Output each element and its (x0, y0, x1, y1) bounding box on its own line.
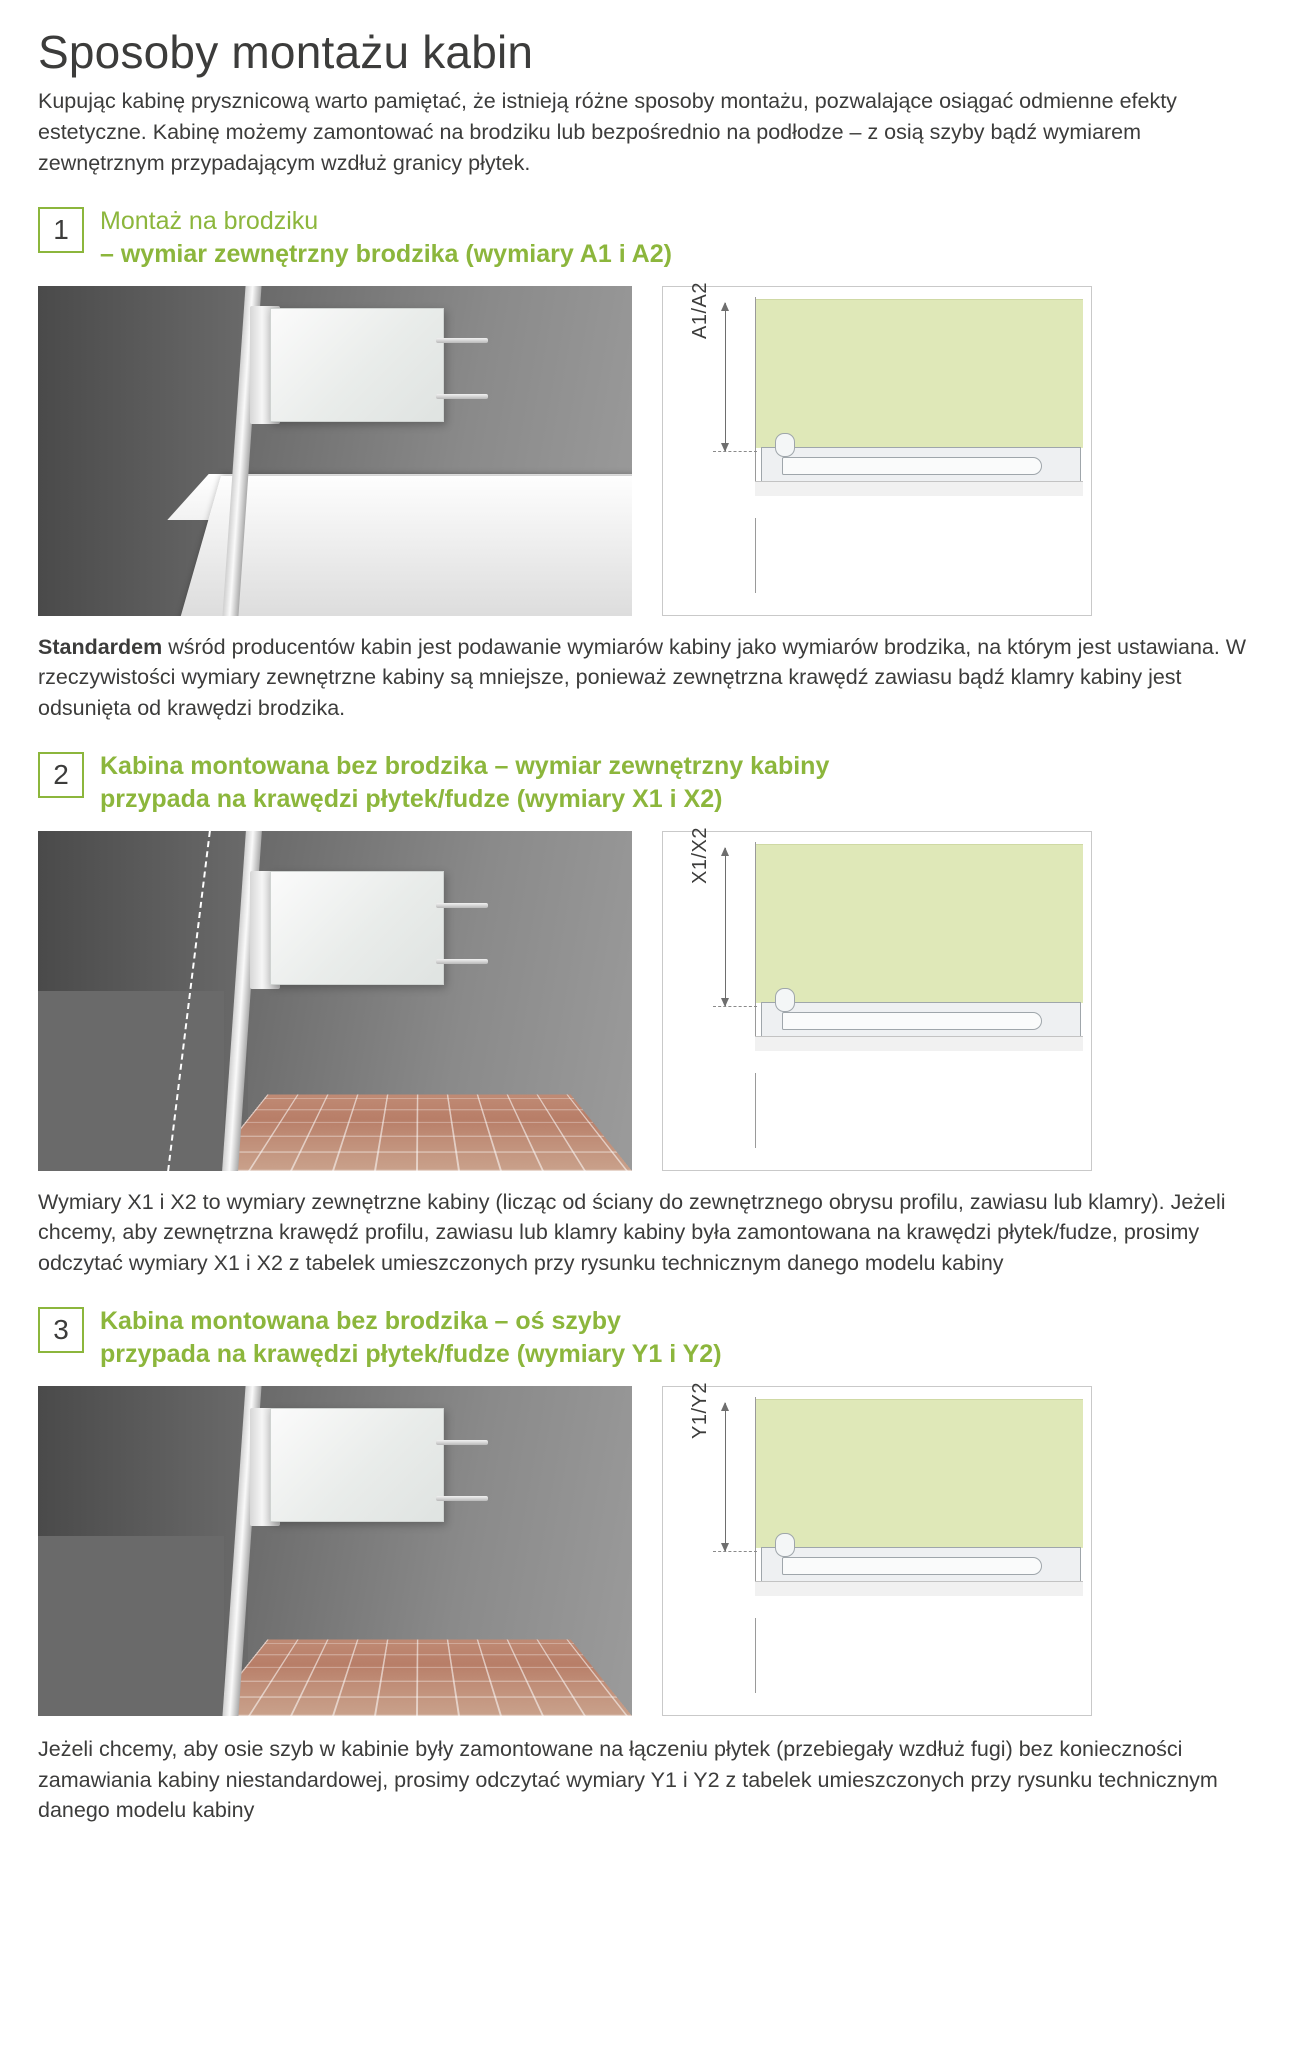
drawing-glass-section (775, 433, 795, 457)
drawing-dimension-arrow (725, 303, 726, 451)
section-2-heading-line1: Kabina montowana bez brodzika – wymiar zewnętrzny kabiny (100, 751, 830, 780)
shower-glass-panel (270, 1408, 444, 1522)
section-2 (38, 750, 1262, 1279)
shower-glass-panel (270, 871, 444, 985)
drawing-base-area (755, 1051, 1083, 1073)
drawing-extension-line (713, 1551, 757, 1552)
shower-support-arm-top (436, 903, 488, 908)
drawing-wall-hatch (671, 1397, 756, 1693)
drawing-wall-line (755, 1397, 756, 1693)
section-1-number: 1 (38, 207, 84, 253)
drawing-profile-inner (782, 1557, 1042, 1575)
section-3-caption (38, 1734, 1262, 1826)
intro-paragraph: Kupując kabinę prysznicową warto pamiętać, że istnieją różne sposoby montażu, pozwalające osiągać odmienne efekty estetyczne. Kabinę możemy zamontować na brodziku lub bezpośrednio na podłodze – z osią szyby bądź wymiarem zewnętrznym przypadającym wzdłuż granicy płytek. (38, 89, 1177, 175)
section-3-technical-drawing (662, 1381, 1092, 1716)
section-2-caption (38, 1187, 1262, 1279)
drawing-wall-hatch (671, 297, 756, 593)
section-3-heading-line2: przypada na krawędzi płytek/fudze (wymiary Y1 i Y2) (100, 1340, 722, 1369)
section-3-caption-text: Jeżeli chcemy, aby osie szyb w kabinie były zamontowane na łączeniu płytek (przebiegały wzdłuż fugi) bez konieczności zamawiania kabiny niestandardowej, prosimy odczytać wymiary Y1 i Y2 z tabelek umieszczonych przy rysunku technicznym danego modelu kabiny (38, 1736, 1218, 1823)
section-1-technical-drawing (662, 281, 1092, 616)
drawing-dimension-arrow (725, 1403, 726, 1551)
section-2-heading (100, 750, 829, 817)
section-3-figures (38, 1381, 1262, 1716)
drawing-base-band (755, 1581, 1083, 1597)
drawing-extension-line (713, 451, 757, 452)
drawing-profile-inner (782, 457, 1042, 475)
shower-support-arm-bottom (436, 394, 488, 399)
shower-support-arm-top (436, 338, 488, 343)
drawing-glass-section (775, 988, 795, 1012)
section-3-number: 3 (38, 1307, 84, 1353)
section-3-heading (100, 1305, 722, 1372)
section-1 (38, 205, 1262, 724)
shower-support-arm-bottom (436, 959, 488, 964)
section-1-caption (38, 632, 1262, 724)
section-1-photo (38, 286, 632, 616)
drawing-dimension-label: X1/X2 (689, 826, 711, 884)
drawing-profile-section (761, 447, 1081, 483)
section-1-header (38, 205, 1262, 272)
drawing-dimension-label: A1/A2 (689, 281, 711, 339)
section-1-caption-text (38, 632, 1262, 724)
drawing-base-band (755, 481, 1083, 497)
section-1-heading-line2: – wymiar zewnętrzny brodzika (wymiary A1 i A2) (100, 240, 672, 268)
drawing-base-area (755, 496, 1083, 518)
drawing-green-field (755, 844, 1083, 1003)
section-2-number: 2 (38, 752, 84, 798)
drawing-profile-section (761, 1002, 1081, 1038)
page-title: Sposoby montażu kabin (38, 26, 534, 78)
section-2-photo (38, 831, 632, 1171)
shower-support-arm-top (436, 1440, 488, 1445)
drawing-profile-inner (782, 1012, 1042, 1030)
drawing-glass-section (775, 1533, 795, 1557)
section-3 (38, 1305, 1262, 1826)
section-2-figures (38, 826, 1262, 1171)
drawing-wall-line (755, 297, 756, 593)
drawing-profile-section (761, 1547, 1081, 1583)
floor-mask (38, 1536, 224, 1716)
drawing-extension-line (713, 1006, 757, 1007)
section-1-caption-bold: Standardem (38, 634, 163, 659)
tiled-floor (206, 1639, 632, 1716)
section-2-caption-text: Wymiary X1 i X2 to wymiary zewnętrzne kabiny (licząc od ściany do zewnętrznego obrysu profilu, zawiasu lub klamry). Jeżeli chcemy, aby zewnętrzna krawędź profilu, zawiasu lub klamry kabiny była zamontowana na krawędzi płytek/fudze, prosimy odczytać wymiary X1 i X2 z tabelek umieszczonych przy rysunku technicznym danego modelu kabiny (38, 1189, 1226, 1276)
section-2-technical-drawing (662, 826, 1092, 1171)
section-3-photo (38, 1386, 632, 1716)
drawing-dimension-arrow (725, 848, 726, 1006)
drawing-dimension-label: Y1/Y2 (689, 1381, 711, 1439)
drawing-green-field (755, 1399, 1083, 1548)
shower-support-arm-bottom (436, 1496, 488, 1501)
section-1-heading (100, 205, 672, 272)
drawing-green-field (755, 299, 1083, 448)
shower-glass-panel (270, 308, 444, 422)
tiled-floor (206, 1094, 632, 1171)
section-2-heading-line2: przypada na krawędzi płytek/fudze (wymiary X1 i X2) (100, 785, 723, 814)
section-2-header (38, 750, 1262, 817)
section-1-figures (38, 281, 1262, 616)
drawing-wall-line (755, 842, 756, 1148)
floor-mask (38, 991, 224, 1171)
drawing-base-band (755, 1036, 1083, 1052)
section-1-caption-rest: wśród producentów kabin jest podawanie wymiarów kabiny jako wymiarów brodzika, na którym jest ustawiana. W rzeczywistości wymiary zewnętrzne kabiny są mniejsze, ponieważ zewnętrzna krawędź zawiasu bądź klamry kabiny jest odsunięta od krawędzi brodzika. (38, 634, 1247, 720)
drawing-base-area (755, 1596, 1083, 1618)
section-3-header (38, 1305, 1262, 1372)
section-3-heading-line1: Kabina montowana bez brodzika – oś szyby (100, 1306, 621, 1335)
section-1-heading-line1: Montaż na brodziku (100, 206, 319, 235)
drawing-wall-hatch (671, 842, 756, 1148)
